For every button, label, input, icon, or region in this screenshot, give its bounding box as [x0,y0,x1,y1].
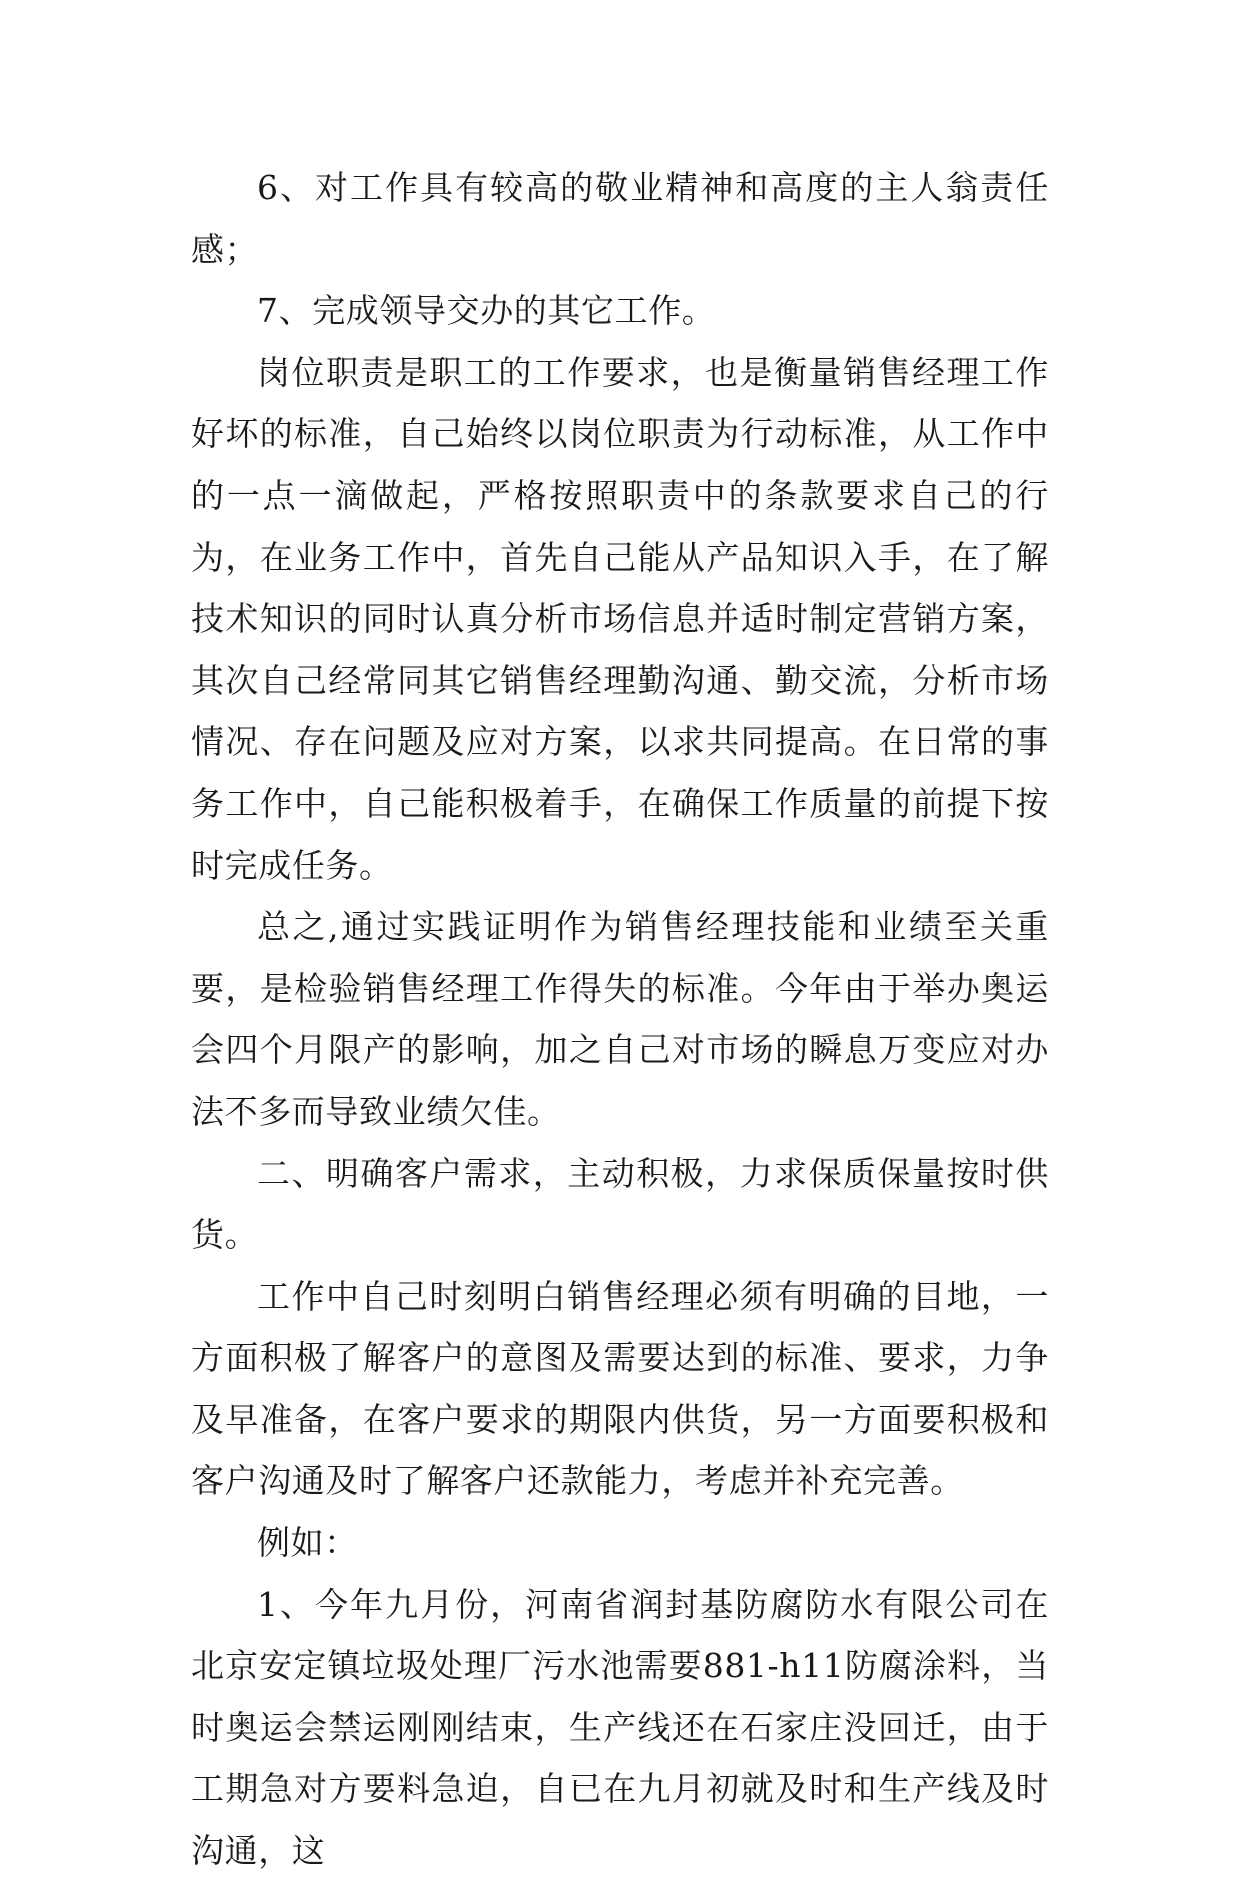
document-page [191,157,1049,1882]
paragraph-item-6: 6、对工作具有较高的敬业精神和高度的主人翁责任感； [191,168,1049,269]
paragraph-item-7: 7、完成领导交办的其它工作。 [257,291,716,331]
paragraph-example-label: 例如： [257,1523,358,1563]
section-heading-customer-needs: 二、明确客户需求，主动积极，力求保质保量按时供货。 [191,1153,1049,1255]
paragraph-job-duties: 岗位职责是职工的工作要求，也是衡量销售经理工作好坏的标准，自己始终以岗位职责为行动标准，从工作中的一点一滴做起，严格按照职责中的条款要求自己的行为，在业务工作中，首先自己能从产品知识入手，在了解技术知识的同时认真分析市场信息并适时制定营销方案，其次自己经常同其它销售经理勤沟通、勤交流，分析市场情况、存在问题及应对方案，以求共同提高。在日常的事务工作中，自己能积极着手，在确保工作质量的前提下按时完成任务。 [191,352,1049,885]
paragraph-summary: 总之,通过实践证明作为销售经理技能和业绩至关重要，是检验销售经理工作得失的标准。今年由于举办奥运会四个月限产的影响，加之自己对市场的瞬息万变应对办法不多而导致业绩欠佳。 [191,907,1049,1131]
paragraph-work-goals: 工作中自己时刻明白销售经理必须有明确的目地，一方面积极了解客户的意图及需要达到的标准、要求，力争及早准备，在客户要求的期限内供货，另一方面要积极和客户沟通及时了解客户还款能力，考虑并补充完善。 [191,1276,1049,1501]
paragraph-example-1: 1、今年九月份，河南省润封基防腐防水有限公司在北京安定镇垃圾处理厂污水池需要881-h11防腐涂料，当时奥运会禁运刚刚结束，生产线还在石家庄没回迁，由于工期急对方要料急迫，自已在九月初就及时和生产线及时沟通，这 [191,1584,1049,1871]
